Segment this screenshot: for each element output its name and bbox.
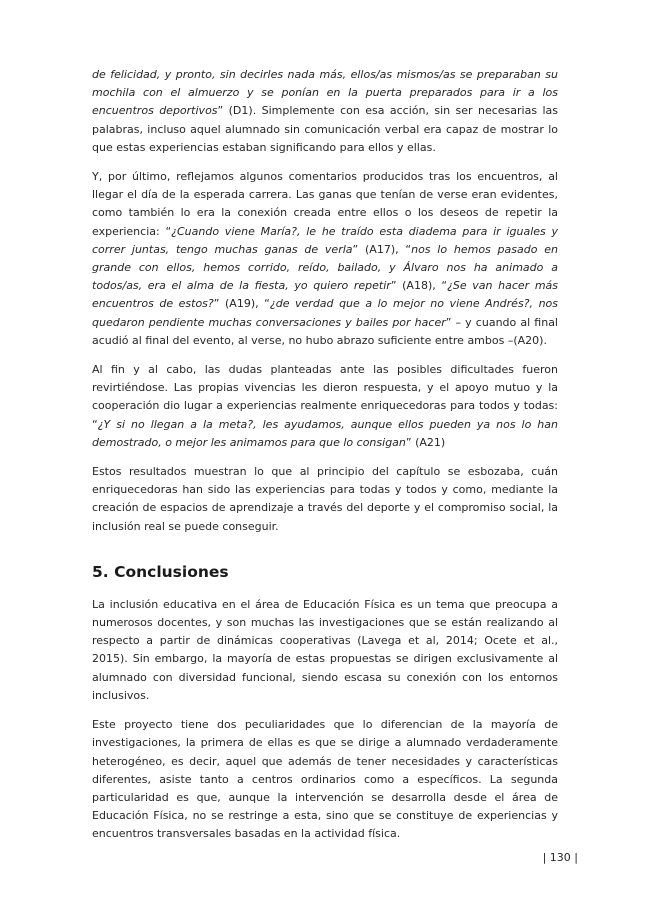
section-heading: 5. Conclusiones <box>92 562 229 581</box>
paragraph-text: Al fin y al cabo, las dudas planteadas ante las posibles dificultades fueron revirtiéndose. Las propias vivencias les dieron respuesta, y el apoyo mutuo y la cooperación dio lugar a experiencias realmente enriquecedoras para todos y todas: “ <box>92 363 558 431</box>
body-paragraph <box>92 361 558 452</box>
paragraph-text: Estos resultados muestran lo que al principio del capítulo se esbozaba, cuán enriquecedoras han sido las experiencias para todas y todos y como, mediante la creación de espacios de aprendizaje a través del deporte y el compromiso social, la inclusión real se puede conseguir. <box>92 465 558 533</box>
body-paragraph <box>92 463 558 536</box>
page-number: | 130 | <box>542 851 578 864</box>
paragraph-text: ” (A18), “ <box>390 279 448 293</box>
paragraph-text: ” – y cuando al final acudió al final del evento, al verse, no hubo abrazo suficiente entre ambos –(A20). <box>92 315 558 347</box>
paragraph-text: ” (A21) <box>405 435 446 449</box>
paragraph-text: ” (A19), “ <box>213 297 270 311</box>
conclusion-paragraph: La inclusión educativa en el área de Educación Física es un tema que preocupa a numerosos docentes, y son muchas las investigaciones que se están realizando al respecto a partir de dinámicas cooperativas (Lavega et al, 2014; Ocete et al., 2015). Sin embargo, la mayoría de estas propuestas se dirigen exclusivamente al alumnado con diversidad funcional, siendo escasa su conexión con los entornos inclusivos. <box>92 597 558 702</box>
quote-text: ¿Se van hacer más encuentros de estos? <box>92 279 559 311</box>
conclusion-paragraph: Este proyecto tiene dos peculiaridades que lo diferencian de la mayoría de investigaciones, la primera de ellas es que se dirige a alumnado verdaderamente heterogéneo, es decir, aquel que además de tener necesidades y características diferentes, asiste tanto a centros ordinarios como a específicos. La segunda particularidad es que, aunque la intervención se desarrolla desde el área de Educación Física, no se restringe a esta, sino que se constituye de experiencias y encuentros transversales basadas en la actividad física. <box>92 718 558 841</box>
quote-text: ¿de verdad que a lo mejor no viene Andrés?, nos quedaron pendiente muchas conversaciones y bailes por hacer <box>92 297 558 329</box>
body-paragraph <box>92 168 558 350</box>
conclusions-section <box>92 596 558 844</box>
quote-text: ¿Cuando viene María?, le he traído esta diadema para ir iguales y correr juntas, tengo muchas ganas de verla <box>92 224 558 256</box>
paragraph-text: Y, por último, reflejamos algunos comentarios producidos tras los encuentros, al llegar el día de la esperada carrera. Las ganas que tenían de verse eran evidentes, como también lo era la conexión creada entre ellos o los deseos de repetir la experiencia: “ <box>92 170 558 238</box>
quote-text: ¿Y si no llegan a la meta?, les ayudamos, aunque ellos pueden ya nos lo han demostrado, o mejor les animamos para que lo consigan <box>92 417 558 449</box>
quote-text: de felicidad, y pronto, sin decirles nada más, ellos/as mismos/as se preparaban su mochila con el almuerzo y se ponían en la puerta preparados para ir a los encuentros deportivos <box>92 68 558 118</box>
paragraph-text: ” (D1). Simplemente con esa acción, sin ser necesarias las palabras, incluso aquel alumnado sin comunicación verbal era capaz de mostrar lo que estas experiencias estaban significando para ellos y ellas. <box>92 104 558 154</box>
body-paragraph <box>92 66 558 157</box>
paragraph-text: ” (A17), “ <box>352 242 412 256</box>
results-section <box>92 66 558 536</box>
quote-text: nos lo hemos pasado en grande con ellos, hemos corrido, reído, bailado, y Álvaro nos ha animado a todos/as, era el alma de la fiesta, yo quiero repetir <box>92 242 558 293</box>
page-body <box>92 66 558 855</box>
